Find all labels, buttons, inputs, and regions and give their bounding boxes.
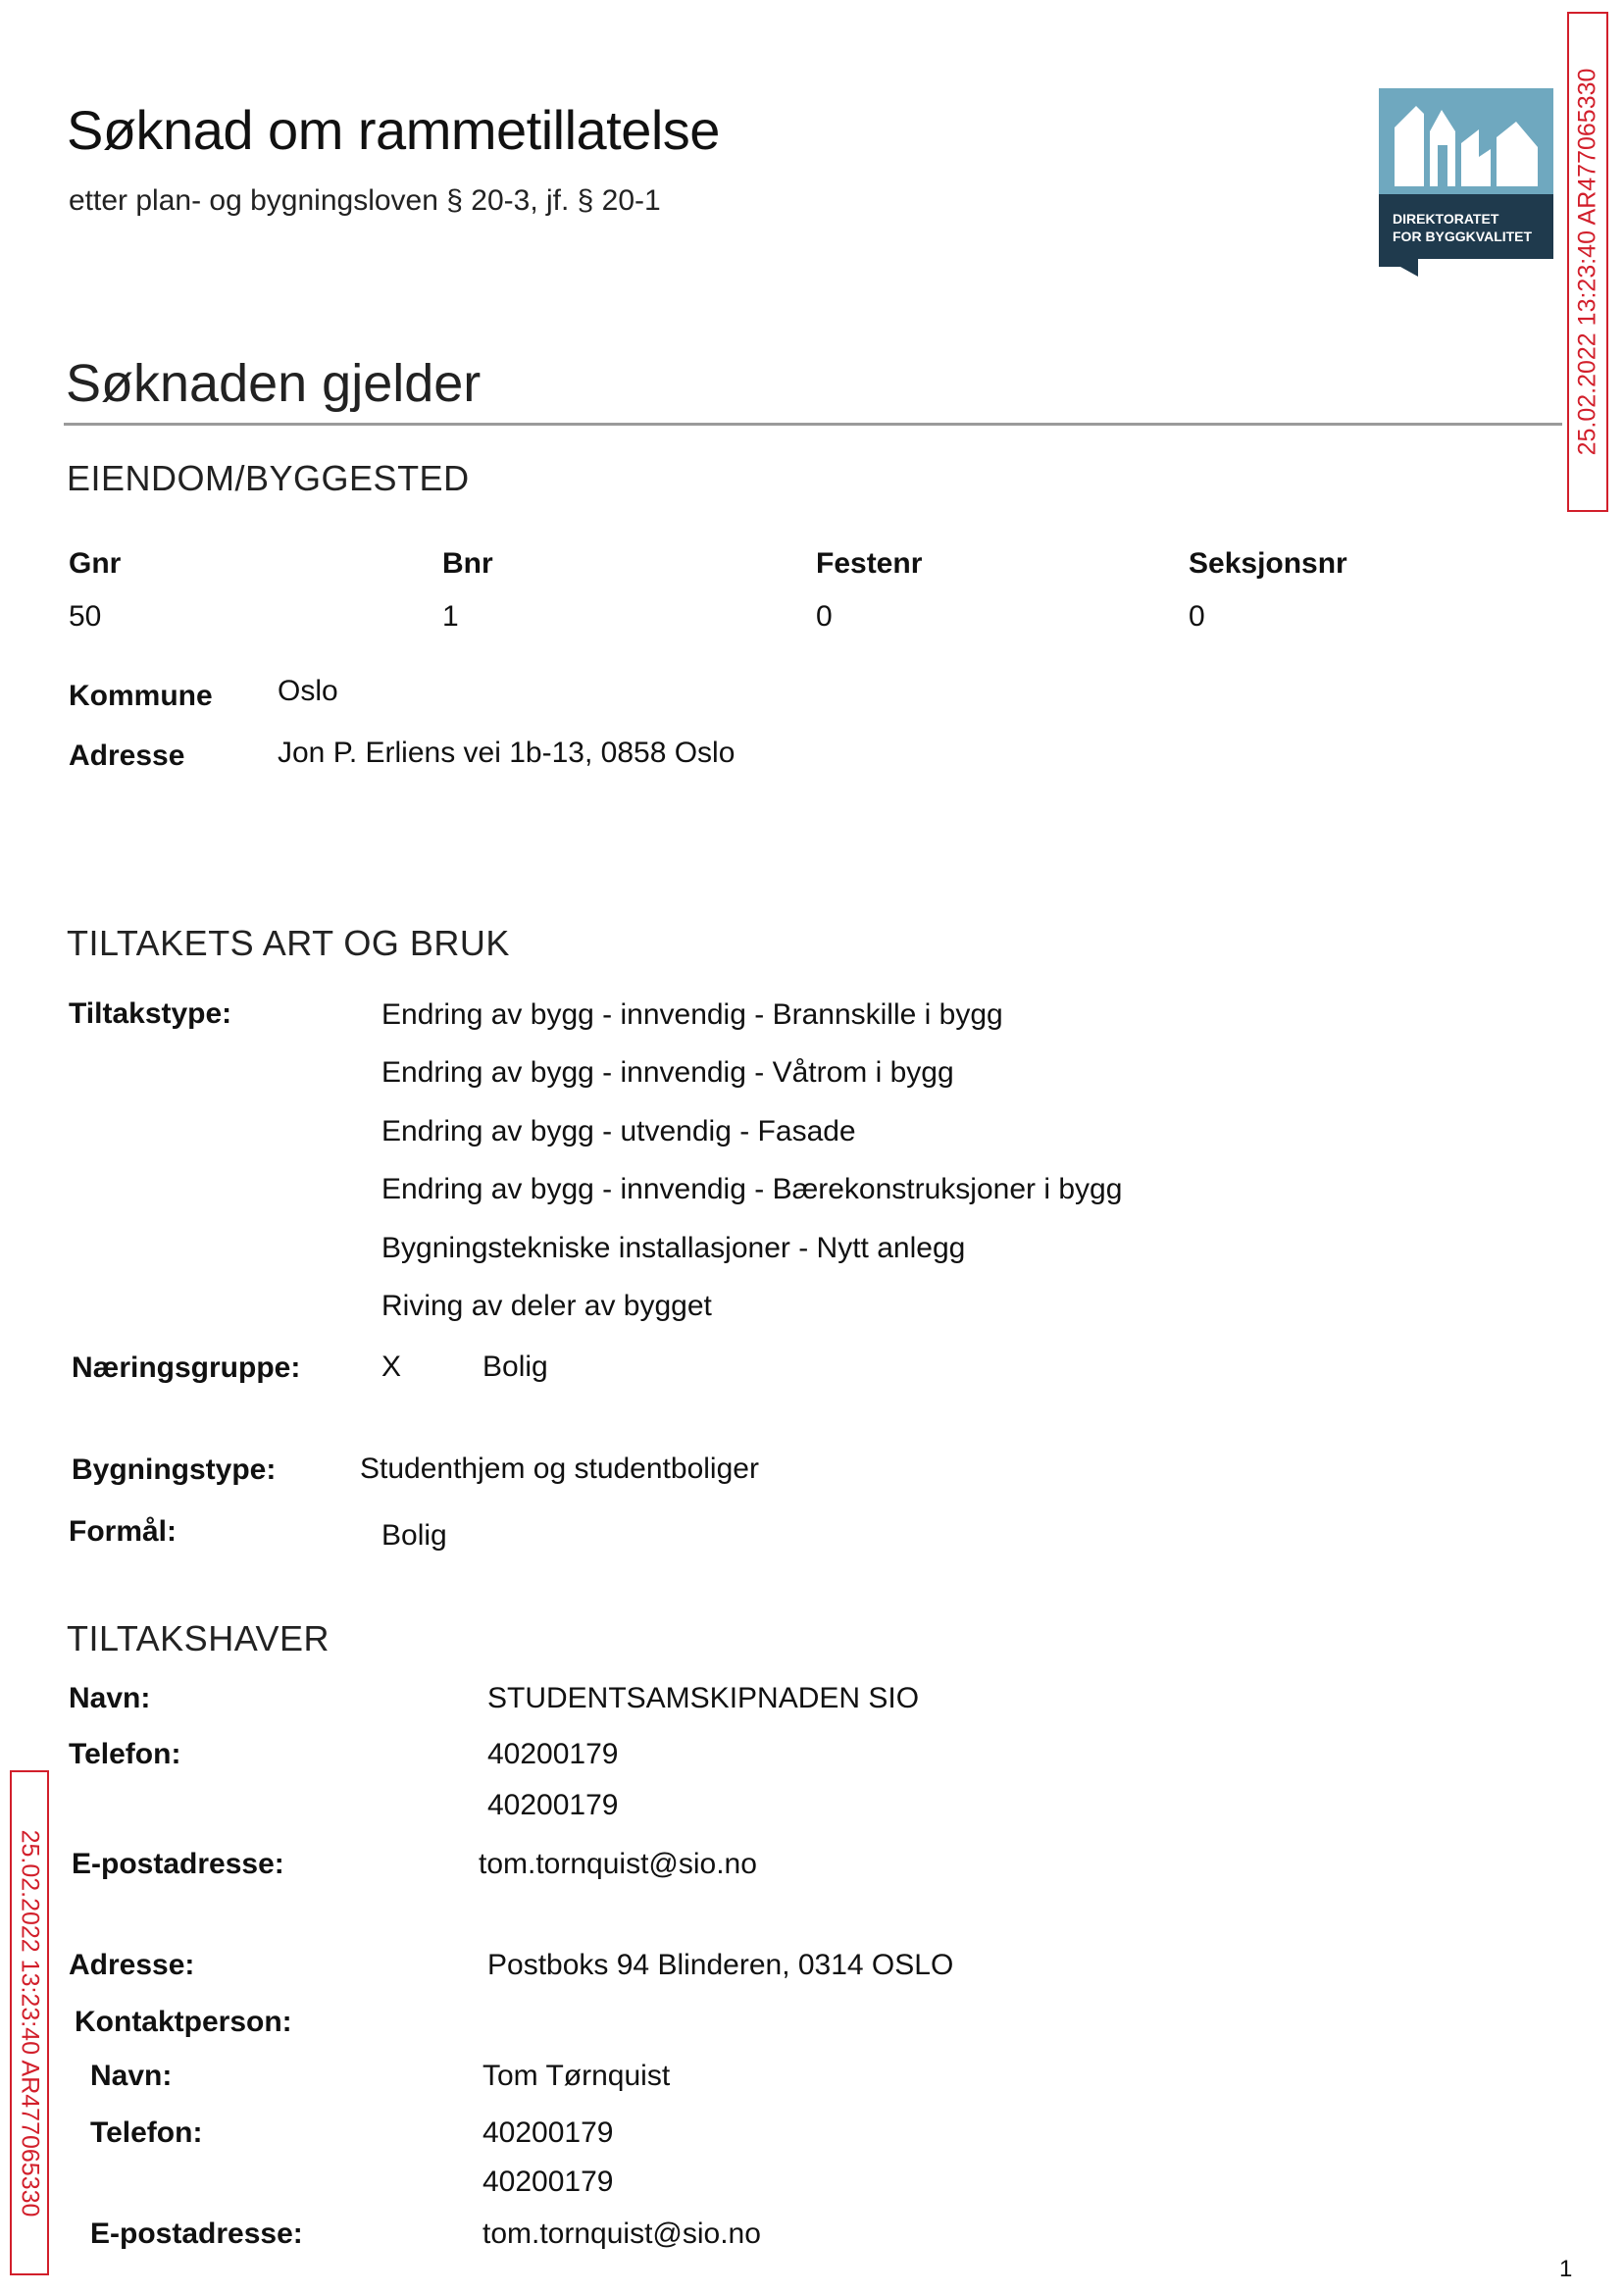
- bygningstype-label: Bygningstype:: [72, 1453, 277, 1486]
- kontakt-telefon-label: Telefon:: [90, 2116, 203, 2149]
- tiltakstype-item: Endring av bygg - innvendig - Brannskille i bygg: [381, 998, 1003, 1031]
- kontakt-epost-label: E-postadresse:: [90, 2218, 303, 2250]
- tiltakshaver-epost-label: E-postadresse:: [72, 1848, 284, 1880]
- formal-label: Formål:: [69, 1515, 178, 1548]
- kontakt-navn-value: Tom Tørnquist: [482, 2060, 671, 2092]
- stamp-text: 25.02.2022 13:23:40 AR477065330: [16, 1829, 44, 2217]
- tiltakshaver-navn-label: Navn:: [69, 1682, 151, 1714]
- tiltakshaver-navn-value: STUDENTSAMSKIPNADEN SIO: [487, 1682, 920, 1714]
- tiltakshaver-telefon-value: 40200179: [487, 1738, 619, 1770]
- kontakt-telefon-value: 40200179: [482, 2166, 614, 2198]
- tiltakshaver-heading: TILTAKSHAVER: [67, 1618, 330, 1658]
- logo-text-line2: FOR BYGGKVALITET: [1393, 229, 1533, 244]
- kommune-value: Oslo: [278, 675, 338, 707]
- tiltakstype-label: Tiltakstype:: [69, 997, 232, 1030]
- kommune-label: Kommune: [69, 680, 213, 712]
- tiltakshaver-telefon-label: Telefon:: [69, 1738, 181, 1770]
- eiendom-heading: EIENDOM/BYGGESTED: [67, 458, 470, 498]
- bnr-value: 1: [442, 600, 459, 633]
- tiltakstype-item: Endring av bygg - innvendig - Bærekonstruksjoner i bygg: [381, 1173, 1123, 1205]
- tiltakstype-item: Endring av bygg - utvendig - Fasade: [381, 1115, 856, 1147]
- adresse-label: Adresse: [69, 739, 185, 772]
- festenr-label: Festenr: [816, 547, 923, 580]
- gnr-label: Gnr: [69, 547, 122, 580]
- naeringsgruppe-label: Næringsgruppe:: [72, 1351, 301, 1384]
- document-subtitle: etter plan- og bygningsloven § 20-3, jf. § 20-1: [69, 184, 661, 217]
- document-title: Søknad om rammetillatelse: [67, 99, 720, 161]
- seksjonsnr-label: Seksjonsnr: [1189, 547, 1347, 580]
- adresse-value: Jon P. Erliens vei 1b-13, 0858 Oslo: [278, 737, 736, 769]
- bnr-label: Bnr: [442, 547, 493, 580]
- naeringsgruppe-code: X: [381, 1351, 402, 1383]
- kontakt-navn-label: Navn:: [90, 2060, 173, 2092]
- bygningstype-value: Studenthjem og studentboliger: [360, 1453, 759, 1485]
- section-title: Søknaden gjelder: [66, 354, 482, 413]
- page-number: 1: [1559, 2256, 1573, 2282]
- dibk-logo: [1379, 88, 1553, 277]
- formal-value: Bolig: [381, 1519, 447, 1552]
- kontakt-epost-value: tom.tornquist@sio.no: [482, 2218, 761, 2250]
- tiltakshaver-adresse-label: Adresse:: [69, 1949, 195, 1981]
- tiltakstype-item: Endring av bygg - innvendig - Våtrom i bygg: [381, 1056, 954, 1089]
- tiltakstype-item: Bygningstekniske installasjoner - Nytt anlegg: [381, 1232, 966, 1264]
- timestamp-stamp-left: [10, 1770, 49, 2275]
- logo-text-line1: DIREKTORATET: [1393, 211, 1499, 227]
- timestamp-stamp-right: [1567, 12, 1608, 512]
- gnr-value: 50: [69, 600, 102, 633]
- kontaktperson-label: Kontaktperson:: [75, 2006, 292, 2038]
- section-divider: [64, 423, 1562, 426]
- tiltakshaver-telefon-value: 40200179: [487, 1789, 619, 1821]
- kontakt-telefon-value: 40200179: [482, 2116, 614, 2149]
- stamp-text: 25.02.2022 13:23:40 AR477065330: [1573, 68, 1601, 456]
- naeringsgruppe-value: Bolig: [482, 1351, 548, 1383]
- festenr-value: 0: [816, 600, 833, 633]
- tiltakshaver-epost-value: tom.tornquist@sio.no: [479, 1848, 757, 1880]
- tiltak-heading: TILTAKETS ART OG BRUK: [67, 923, 510, 963]
- tiltakstype-item: Riving av deler av bygget: [381, 1290, 712, 1322]
- tiltakshaver-adresse-value: Postboks 94 Blinderen, 0314 OSLO: [487, 1949, 954, 1981]
- seksjonsnr-value: 0: [1189, 600, 1205, 633]
